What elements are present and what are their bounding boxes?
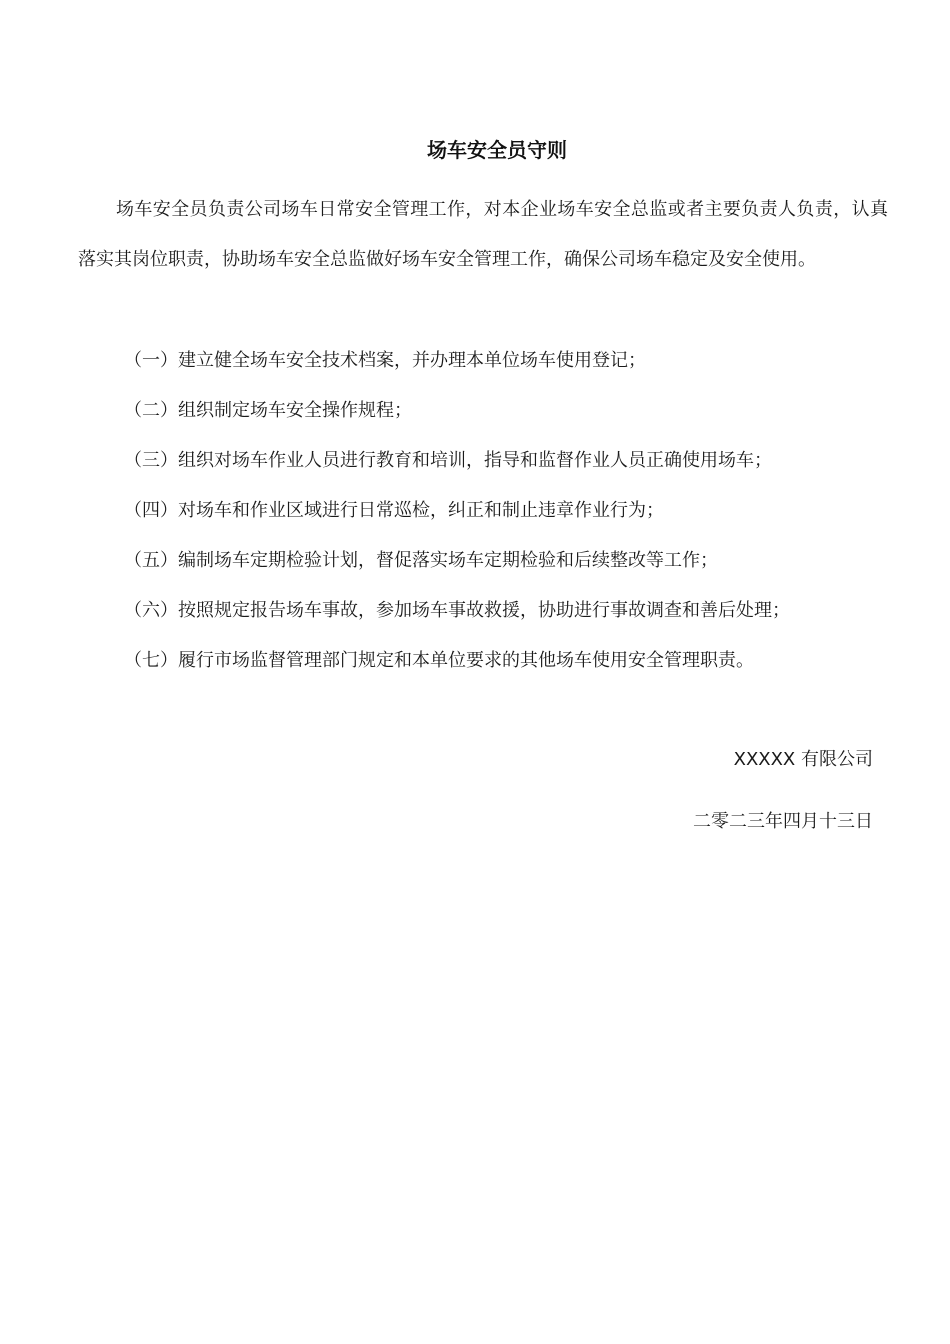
duty-item-4: （四）对场车和作业区域进行日常巡检，纠正和制止违章作业行为； — [124, 500, 664, 521]
intro-paragraph: 场车安全员负责公司场车日常安全管理工作，对本企业场车安全总监或者主要负责人负责，认真落实其岗位职责，协助场车安全总监做好场车安全管理工作，确保公司场车稳定及安全使用。 — [78, 199, 888, 270]
duties-list — [124, 336, 884, 686]
duty-item-3: （三）组织对场车作业人员进行教育和培训，指导和监督作业人员正确使用场车； — [124, 450, 772, 471]
duty-item-1: （一）建立健全场车安全技术档案，并办理本单位场车使用登记； — [124, 350, 646, 371]
document-title: 场车安全员守则 — [427, 138, 567, 162]
duty-item-5: （五）编制场车定期检验计划，督促落实场车定期检验和后续整改等工作； — [124, 550, 718, 571]
duty-item-7: （七）履行市场监督管理部门规定和本单位要求的其他场车使用安全管理职责。 — [124, 650, 754, 671]
duty-item-2: （二）组织制定场车安全操作规程； — [124, 400, 412, 421]
document-date: 二零二三年四月十三日 — [693, 811, 873, 832]
company-signature: XXXXX 有限公司 — [733, 749, 873, 770]
duty-item-6: （六）按照规定报告场车事故，参加场车事故救援，协助进行事故调查和善后处理； — [124, 600, 790, 621]
